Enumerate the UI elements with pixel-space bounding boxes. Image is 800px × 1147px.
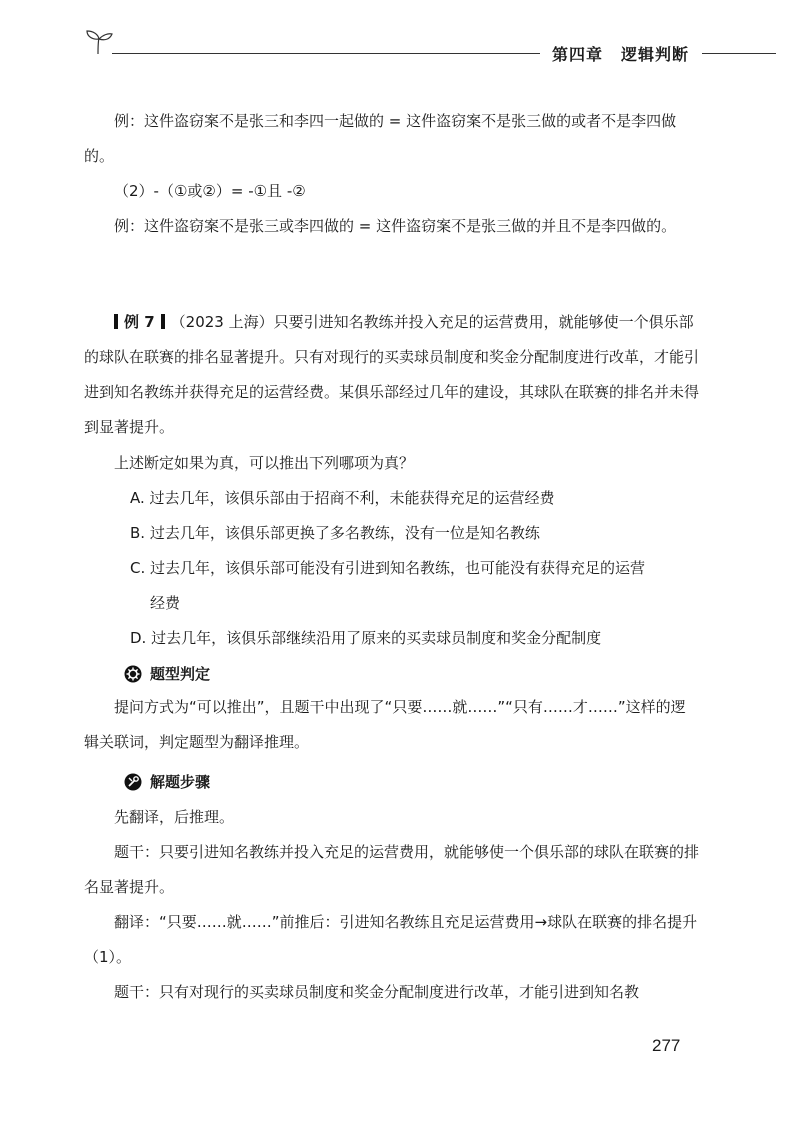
sprout-icon [84,28,114,56]
section-type-text: 提问方式为“可以推出”，且题干中出现了“只要……就……”“只有……才……”这样的逻辑关联词，判定题型为翻译推理。 [84,698,686,751]
stem-2: 题干：只有对现行的买卖球员制度和奖金分配制度进行改革，才能引进到知名教 [114,983,640,1001]
tools-icon [124,773,142,797]
rule-2-formula: （2）-（①或②）= -①且 -② [114,182,306,200]
option-a: A. 过去几年，该俱乐部由于招商不利，未能获得充足的运营经费 [130,489,555,507]
option-c: C. 过去几年，该俱乐部可能没有引进到知名教练，也可能没有获得充足的运营 [130,559,646,577]
rule-example-2: 例：这件盗窃案不是张三或李四做的 = 这件盗窃案不是张三做的并且不是李四做的。 [114,217,677,235]
gear-icon [124,665,142,689]
example-7 [84,305,700,445]
stem-1: 题干：只要引进知名教练并投入充足的运营费用，就能够使一个俱乐部的球队在联赛的排名显著提升。 [84,843,700,896]
example-body: （2023 上海）只要引进知名教练并投入充足的运营费用，就能够使一个俱乐部的球队在联赛的排名显著提升。只有对现行的买卖球员制度和奖金分配制度进行改革，才能引进到知名教练并获得充足的运营经费。某俱乐部经过几年的建设，其球队在联赛的排名并未得到显著提升。 [84,313,700,436]
section-type-title: 题型判定 [150,665,211,683]
header-rule-right [702,53,776,54]
option-c-continued: 经费 [150,594,181,612]
section-type-heading [124,663,210,689]
page-number: 277 [652,1036,681,1055]
chapter-title: 逻辑判断 [621,45,690,64]
option-b: B. 过去几年，该俱乐部更换了多名教练，没有一位是知名教练 [130,524,540,542]
example-question: 上述断定如果为真，可以推出下列哪项为真？ [114,454,415,472]
example-label: 例 7 [124,313,155,331]
running-header [552,42,689,65]
chapter-label: 第四章 [552,45,604,64]
rule-example-1: 例：这件盗窃案不是张三和李四一起做的 = 这件盗窃案不是张三做的或者不是李四做的。 [84,112,677,165]
section-steps-heading [124,771,210,797]
option-d: D. 过去几年，该俱乐部继续沿用了原来的买卖球员制度和奖金分配制度 [130,629,602,647]
translation-1: 翻译：“只要……就……”前推后：引进知名教练且充足运营费用→球队在联赛的排名提升（1）。 [84,913,698,966]
section-steps-title: 解题步骤 [150,773,211,791]
step-1: 先翻译，后推理。 [114,808,235,826]
header-rule-left [112,53,540,54]
